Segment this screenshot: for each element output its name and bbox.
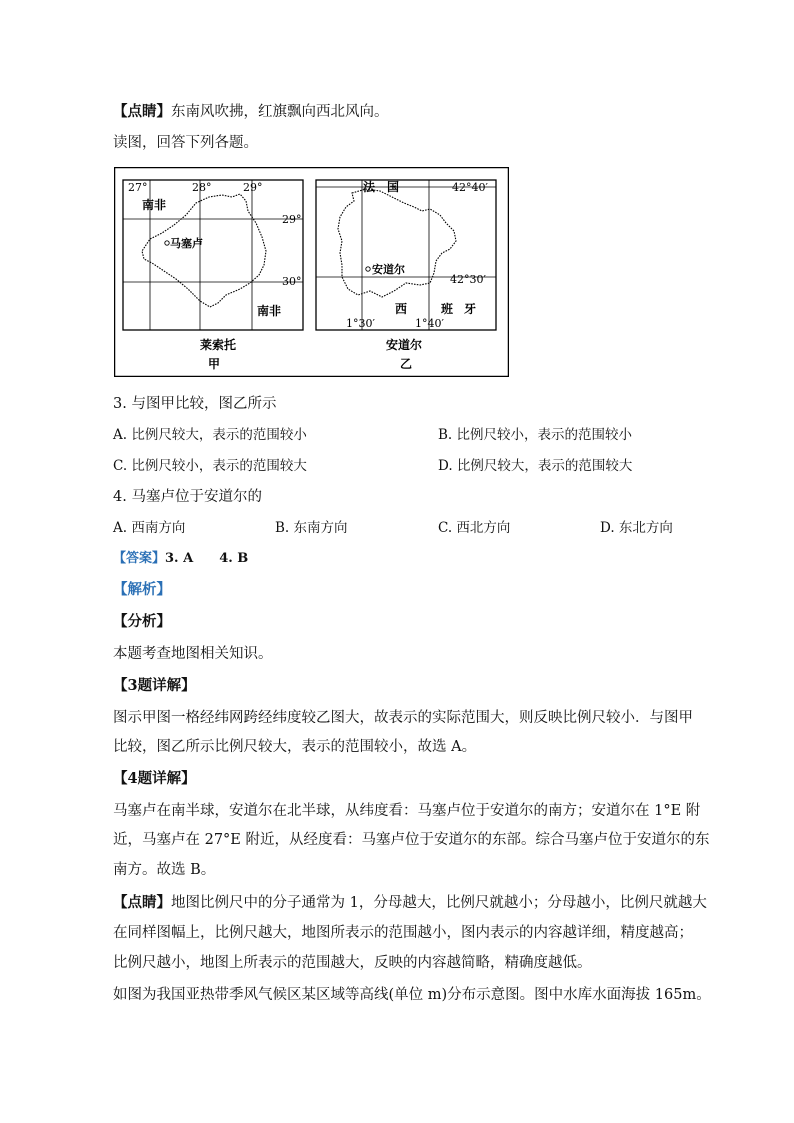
answer-text: 3. A 4. B xyxy=(165,551,249,566)
next-question-stem: 如图为我国亚热带季风气候区某区域等高线(单位 m)分布示意图。图中水库水面海拔 165m。 xyxy=(113,987,711,1003)
lon-27-label: 27° xyxy=(128,181,148,194)
dianjing2-line3: 比例尺越小，地图上所表示的范围越大，反映的内容越简略，精确度越低。 xyxy=(113,955,592,971)
lesotho-label: 莱索托 xyxy=(200,338,237,352)
lon-140-label: 1°40′ xyxy=(415,317,444,330)
france-label: 法 国 xyxy=(363,180,400,194)
fenxi-tag: 【分析】 xyxy=(113,613,171,630)
dianjing2-line2: 在同样图幅上，比例尺越大，地图所表示的范围越小，图内表示的内容越详细，精度越高； xyxy=(113,925,693,941)
lat-29-label: 29° xyxy=(282,213,302,226)
lat-4230-label: 42°30′ xyxy=(450,273,486,286)
q4-option-b: B. 东南方向 xyxy=(275,520,348,536)
lon-29-label: 29° xyxy=(243,181,263,194)
andorra-country-label: 安道尔 xyxy=(386,338,423,352)
answer-line xyxy=(113,549,248,569)
q4-stem: 4. 马塞卢位于安道尔的 xyxy=(113,489,262,505)
lon-28-label: 28° xyxy=(192,181,212,194)
analysis-tag: 【解析】 xyxy=(113,581,171,598)
q3-detail-line2: 比较，图乙所示比例尺较大，表示的范围较小，故选 A。 xyxy=(113,739,477,755)
answer-tag: 【答案】 xyxy=(113,551,166,566)
maseru-label: 马塞卢 xyxy=(170,237,203,250)
dianjing-intro xyxy=(113,102,389,122)
spain-label-1: 西 xyxy=(395,302,408,316)
q4-detail-line2: 近，马塞卢在 27°E 附近，从经度看：马塞卢位于安道尔的东部。综合马塞卢位于安道尔的东 xyxy=(113,832,710,848)
q3-option-c: C. 比例尺较小，表示的范围较大 xyxy=(113,458,307,474)
q4-detail-tag: 【4题详解】 xyxy=(113,770,196,787)
q4-detail-line3: 南方。故选 B。 xyxy=(113,862,216,878)
andorra-city-label: 安道尔 xyxy=(372,263,405,276)
q3-stem: 3. 与图甲比较，图乙所示 xyxy=(113,396,277,412)
read-prompt: 读图，回答下列各题。 xyxy=(113,135,258,151)
q3-detail-tag: 【3题详解】 xyxy=(113,677,196,694)
fenxi-text: 本题考查地图相关知识。 xyxy=(113,646,273,662)
q4-option-d: D. 东北方向 xyxy=(600,520,673,536)
dianjing-text: 东南风吹拂，红旗飘向西北风向。 xyxy=(171,104,389,120)
q4-option-a: A. 西南方向 xyxy=(113,520,186,536)
dianjing2-tag: 【点睛】 xyxy=(113,894,171,911)
dianjing2-line1 xyxy=(113,893,707,913)
south-africa-bottom-label: 南非 xyxy=(257,304,282,318)
lon-130-label: 1°30′ xyxy=(346,317,375,330)
lat-4240-label: 42°40′ xyxy=(452,181,488,194)
map-figure xyxy=(114,167,509,377)
caption-yi: 乙 xyxy=(400,357,413,371)
dianjing-tag: 【点睛】 xyxy=(113,103,171,120)
lat-30-label: 30° xyxy=(282,275,302,288)
q3-option-a: A. 比例尺较大，表示的范围较小 xyxy=(113,427,307,443)
q4-detail-line1: 马塞卢在南半球，安道尔在北半球，从纬度看：马塞卢位于安道尔的南方；安道尔在 1°E 附 xyxy=(113,803,701,819)
dianjing2-text1: 地图比例尺中的分子通常为 1，分母越大，比例尺就越小；分母越小，比例尺就越大 xyxy=(171,895,707,911)
spain-label-3: 牙 xyxy=(464,302,477,316)
south-africa-top-label: 南非 xyxy=(142,198,167,212)
q3-option-b: B. 比例尺较小，表示的范围较小 xyxy=(438,427,633,443)
spain-label-2: 班 xyxy=(441,302,454,316)
q4-option-c: C. 西北方向 xyxy=(438,520,511,536)
q3-option-d: D. 比例尺较大，表示的范围较大 xyxy=(438,458,633,474)
caption-jia: 甲 xyxy=(208,357,221,371)
q3-detail-line1: 图示甲图一格经纬网跨经纬度较乙图大，故表示的实际范围大，则反映比例尺较小．与图甲 xyxy=(113,710,693,726)
